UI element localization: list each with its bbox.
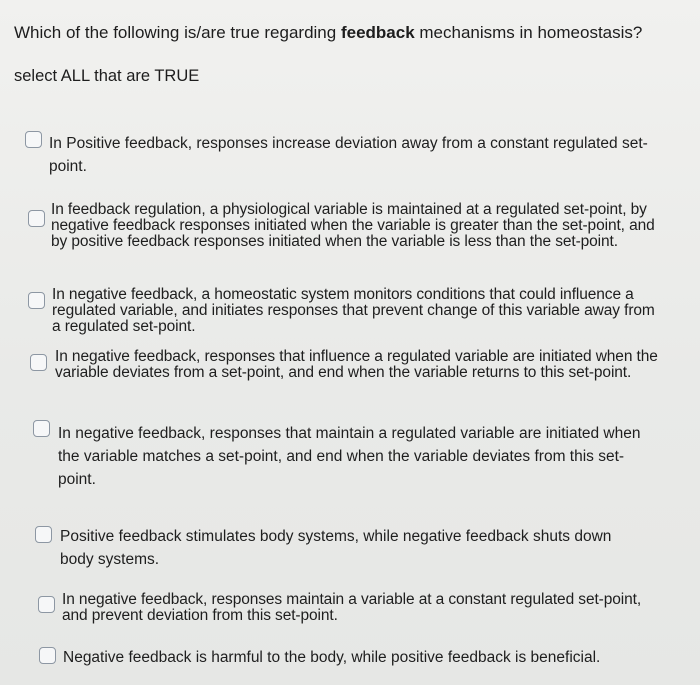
question-text-bold: feedback: [340, 23, 415, 42]
checkbox-3[interactable]: [28, 292, 45, 309]
answer-option-8-label: Negative feedback is harmful to the body, while positive feedback is beneficial.: [63, 649, 601, 666]
checkbox-5[interactable]: [33, 420, 50, 437]
answer-option-1-label: In Positive feedback, responses increase deviation away from a constant regulated set-point.: [49, 135, 648, 175]
checkbox-1[interactable]: [25, 131, 42, 148]
checkbox-4[interactable]: [30, 354, 47, 371]
checkbox-2[interactable]: [28, 210, 45, 227]
answer-option-7[interactable]: [0, 588, 700, 624]
answer-option-1[interactable]: [0, 128, 700, 178]
answer-option-3[interactable]: [0, 284, 700, 336]
answer-option-5-label: In negative feedback, responses that maintain a regulated variable are initiated when the variable matches a set-point, and end when the variable deviates from this set-point.: [58, 425, 641, 488]
question-text-before: Which of the following is/are true regarding: [14, 23, 341, 42]
checkbox-7[interactable]: [38, 596, 55, 613]
answer-option-6-label: Positive feedback stimulates body systems, while negative feedback shuts down body systems.: [60, 528, 612, 568]
checkbox-6[interactable]: [35, 526, 52, 543]
question-title: [14, 22, 684, 44]
answer-option-6[interactable]: [0, 520, 700, 570]
instruction-text: select ALL that are TRUE: [14, 67, 200, 85]
answer-option-8[interactable]: [0, 644, 700, 672]
answer-option-2[interactable]: [0, 200, 700, 270]
answer-option-5[interactable]: [0, 418, 700, 492]
answer-option-4[interactable]: [0, 346, 700, 398]
answer-option-2-label: In feedback regulation, a physiological variable is maintained at a regulated set-point, by negative feedback responses initiated when the variable is greater than the set-point, and by positive feedback responses initiated when the variable is less than the set-point.: [51, 201, 655, 250]
answer-option-7-label: In negative feedback, responses maintain a variable at a constant regulated set-point, and prevent deviation from this set-point.: [62, 591, 642, 624]
question-text-after: mechanisms in homeostasis?: [414, 23, 643, 42]
checkbox-8[interactable]: [39, 647, 56, 664]
answer-option-3-label: In negative feedback, a homeostatic system monitors conditions that could influence a regulated variable, and initiates responses that prevent change of this variable away from a regulated set-point.: [52, 286, 655, 335]
answer-option-4-label: In negative feedback, responses that influence a regulated variable are initiated when the variable deviates from a set-point, and end when the variable returns to this set-point.: [55, 348, 658, 381]
